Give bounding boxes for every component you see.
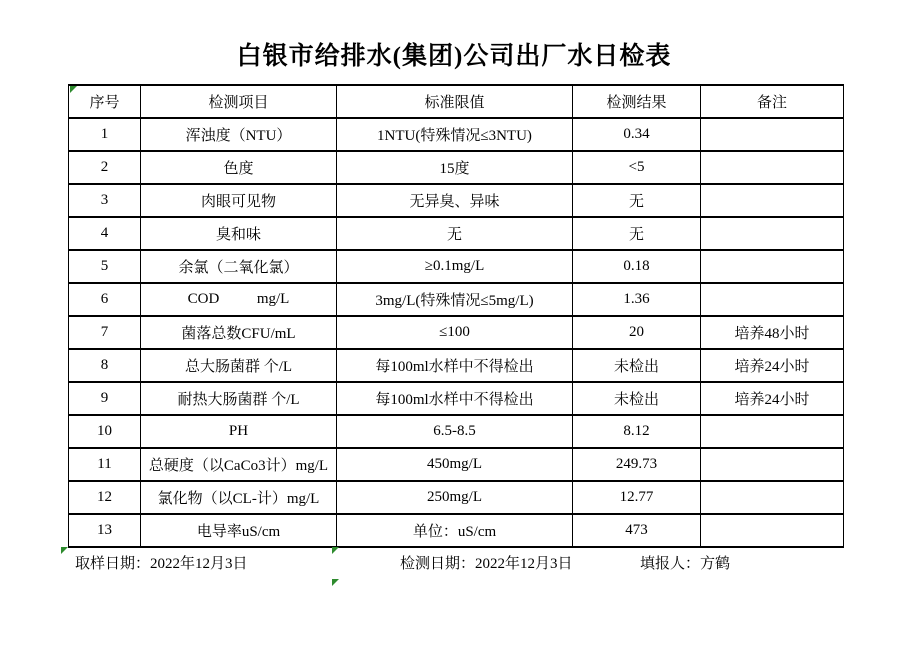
cell-item: 氯化物（以CL-计）mg/L — [141, 481, 337, 514]
cell-item: PH — [141, 415, 337, 448]
table-row — [69, 316, 844, 349]
cell-remark — [701, 184, 844, 217]
table-row — [69, 349, 844, 382]
cell-limit: 250mg/L — [337, 481, 573, 514]
cell-limit: 无异臭、异味 — [337, 184, 573, 217]
table-row — [69, 448, 844, 481]
header-cell-item: 检测项目 — [141, 85, 337, 118]
table-row — [69, 481, 844, 514]
table-row — [69, 514, 844, 547]
cell-no: 1 — [69, 118, 141, 151]
cell-item: 肉眼可见物 — [141, 184, 337, 217]
cell-limit: ≤100 — [337, 316, 573, 349]
cell-item: 臭和味 — [141, 217, 337, 250]
cell-no: 5 — [69, 250, 141, 283]
cell-result: 12.77 — [573, 481, 701, 514]
header-cell-result: 检测结果 — [573, 85, 701, 118]
page-title: 白银市给排水(集团)公司出厂水日检表 — [236, 43, 672, 70]
cell-remark — [701, 283, 844, 316]
cell-remark — [701, 415, 844, 448]
table-row — [69, 217, 844, 250]
cell-remark: 培养48小时 — [701, 316, 844, 349]
table-row — [69, 382, 844, 415]
cell-result: 20 — [573, 316, 701, 349]
cell-remark — [701, 217, 844, 250]
table-row — [69, 250, 844, 283]
cell-item: 总硬度（以CaCo3计）mg/L — [141, 448, 337, 481]
cell-no: 6 — [69, 283, 141, 316]
cell-no: 3 — [69, 184, 141, 217]
cell-item: 浑浊度（NTU） — [141, 118, 337, 151]
cell-limit: 15度 — [337, 151, 573, 184]
cell-item: 总大肠菌群 个/L — [141, 349, 337, 382]
cell-result: 无 — [573, 184, 701, 217]
cell-result: 未检出 — [573, 349, 701, 382]
table-row — [69, 184, 844, 217]
cell-no: 4 — [69, 217, 141, 250]
cell-result: <5 — [573, 151, 701, 184]
table-body — [69, 118, 844, 547]
cell-limit: ≥0.1mg/L — [337, 250, 573, 283]
cell-limit: 无 — [337, 217, 573, 250]
header-cell-no: 序号 — [69, 85, 141, 118]
cell-remark — [701, 118, 844, 151]
green-triangle-icon — [332, 579, 339, 586]
cell-no: 13 — [69, 514, 141, 547]
cell-no: 12 — [69, 481, 141, 514]
cell-remark: 培养24小时 — [701, 382, 844, 415]
daily-check-table — [68, 84, 844, 548]
cell-limit: 1NTU(特殊情况≤3NTU) — [337, 118, 573, 151]
green-triangle-icon — [70, 86, 77, 93]
cell-item: 菌落总数CFU/mL — [141, 316, 337, 349]
cell-limit: 每100ml水样中不得检出 — [337, 382, 573, 415]
cell-result: 249.73 — [573, 448, 701, 481]
cell-remark — [701, 151, 844, 184]
table-row — [69, 283, 844, 316]
cell-no: 10 — [69, 415, 141, 448]
cell-limit: 450mg/L — [337, 448, 573, 481]
cell-remark: 培养24小时 — [701, 349, 844, 382]
cell-remark — [701, 514, 844, 547]
reporter-text: 填报人：方鹤 — [640, 556, 731, 572]
green-triangle-icon — [332, 547, 339, 554]
sampling-date-text: 取样日期：2022年12月3日 — [75, 556, 248, 572]
cell-result: 0.34 — [573, 118, 701, 151]
cell-limit: 6.5-8.5 — [337, 415, 573, 448]
test-date-text: 检测日期：2022年12月3日 — [400, 556, 573, 572]
cell-result: 8.12 — [573, 415, 701, 448]
cell-result: 1.36 — [573, 283, 701, 316]
cell-limit: 3mg/L(特殊情况≤5mg/L) — [337, 283, 573, 316]
table-row — [69, 151, 844, 184]
cell-item: 色度 — [141, 151, 337, 184]
cell-result: 无 — [573, 217, 701, 250]
cell-remark — [701, 481, 844, 514]
cell-no: 9 — [69, 382, 141, 415]
cell-no: 11 — [69, 448, 141, 481]
cell-item: COD mg/L — [141, 283, 337, 316]
footer — [0, 552, 905, 572]
cell-item: 余氯（二氧化氯） — [141, 250, 337, 283]
cell-no: 2 — [69, 151, 141, 184]
cell-limit: 每100ml水样中不得检出 — [337, 349, 573, 382]
table-header-row — [69, 85, 844, 118]
cell-remark — [701, 448, 844, 481]
cell-no: 7 — [69, 316, 141, 349]
table-row — [69, 415, 844, 448]
cell-no: 8 — [69, 349, 141, 382]
header-cell-remark: 备注 — [701, 85, 844, 118]
cell-result: 未检出 — [573, 382, 701, 415]
header-cell-limit: 标准限值 — [337, 85, 573, 118]
cell-remark — [701, 250, 844, 283]
cell-limit: 单位：uS/cm — [337, 514, 573, 547]
cell-result: 473 — [573, 514, 701, 547]
cell-item: 电导率uS/cm — [141, 514, 337, 547]
cell-item: 耐热大肠菌群 个/L — [141, 382, 337, 415]
cell-result: 0.18 — [573, 250, 701, 283]
green-triangle-icon — [61, 547, 68, 554]
table-row — [69, 118, 844, 151]
